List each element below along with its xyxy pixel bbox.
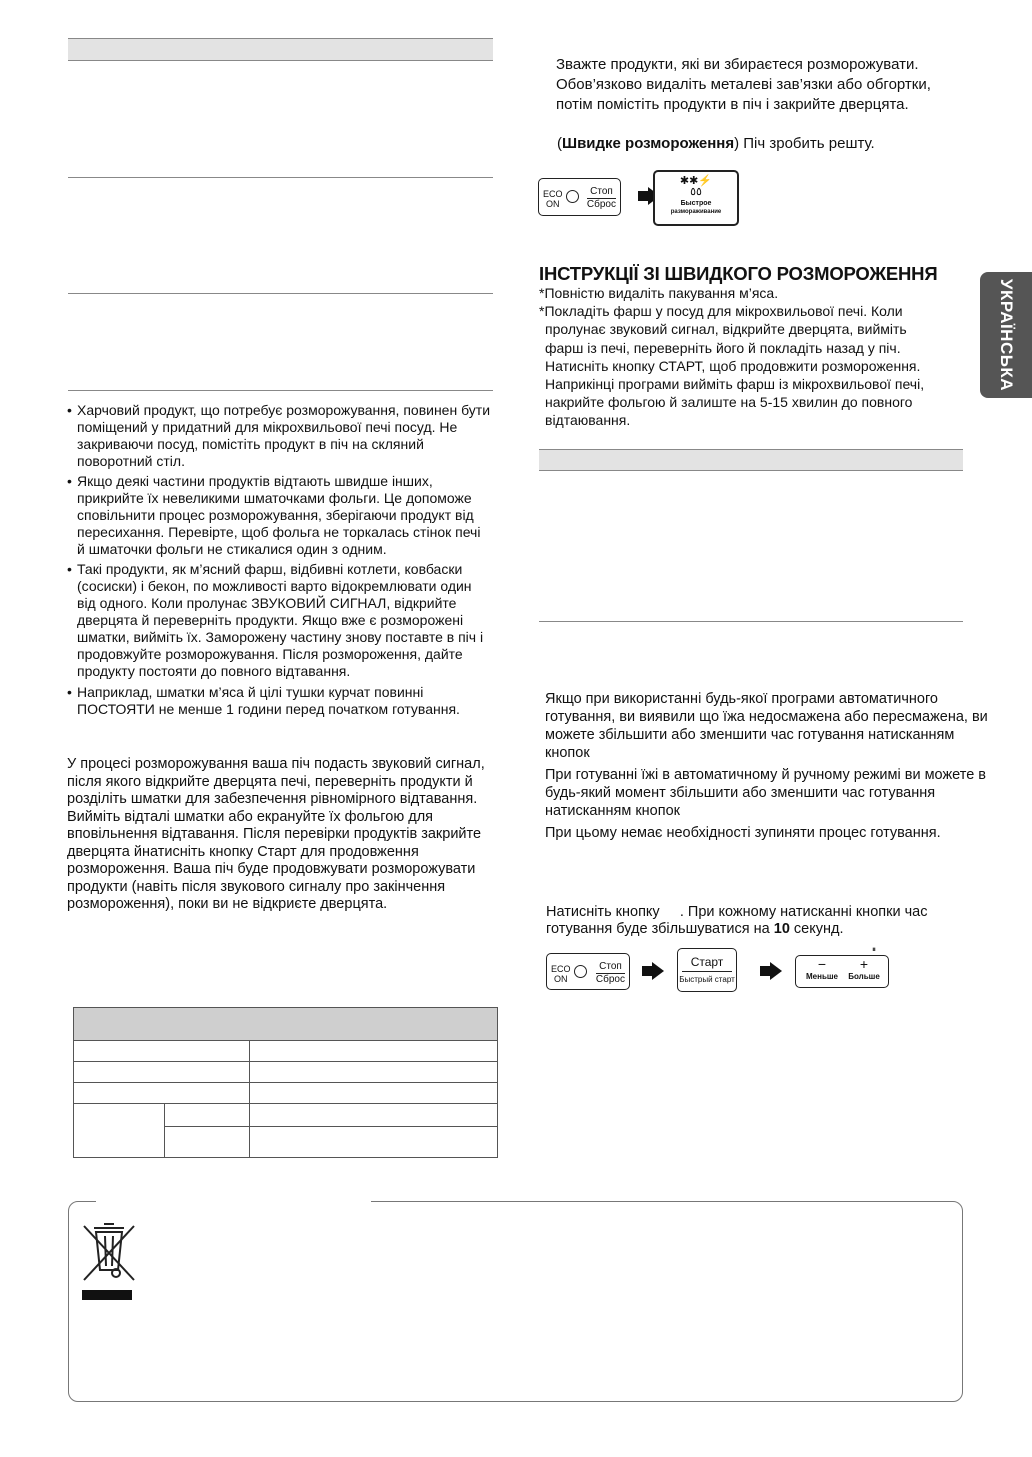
quick-instructions-heading: ІНСТРУКЦІЇ ЗІ ШВИДКОГО РОЗМОРОЖЕННЯ <box>539 263 938 284</box>
quick-instructions <box>539 284 979 430</box>
quick-start-label: Быстрый старт <box>679 975 735 984</box>
eco-icon <box>574 965 587 978</box>
defrost-table <box>73 1007 498 1158</box>
list-item: • Такі продукти, як м’ясний фарш, відбивні котлети, ковбаски (сосиски) і бекон, по можливості варто відокремлювати один від одного. Коли пролунає ЗВУКОВИЙ СИГНАЛ, відкрийте дверцята й переверніть продукти. Якщо вже є розморожені шматки, вийміть їх. Заморожену частину знову поставте в піч і продовжуйте розморожування. Після розмороження, дайте продукту постояти до повного відтавання. <box>67 561 492 680</box>
eco-label: ECO ON <box>543 189 563 209</box>
instruction-line: *Повністю видаліть пакування м’яса. <box>539 285 779 301</box>
adjust-paragraph: При готуванні їжі в автоматичному й ручному режимі ви можете в будь-який момент збільшити або зменшити час готування натисканням кнопок <box>545 767 987 819</box>
eco-label: ECO ON <box>551 964 571 984</box>
stop-reset-label: Стоп Сброс <box>595 961 625 985</box>
divider <box>539 621 963 622</box>
list-item: • Харчовий продукт, що потребує розморожування, повинен бути поміщений у придатний для мікрохвильової печі посуд. Не закриваючи посуд, помістіть продукт в піч на скляний поворотний стіл. <box>67 402 492 470</box>
disposal-box-gap <box>96 1197 371 1205</box>
arrow-right-icon <box>770 962 782 980</box>
less-more-button[interactable] <box>795 955 889 988</box>
instruction-line: відтаювання. <box>545 412 631 429</box>
increment-value: 10 <box>773 921 790 937</box>
list-item: • Наприклад, шматки м’яса й цілі тушки курчат повинні ПОСТОЯТИ не менше 1 години перед початком готування. <box>67 684 492 718</box>
instruction-line: фарш із печі, переверніть його й покладіть назад у піч. <box>545 339 901 356</box>
instruction-line: пролунає звуковий сигнал, відкрийте дверцята, вийміть <box>545 321 907 338</box>
divider <box>68 293 493 294</box>
arrow-right-icon <box>652 962 664 980</box>
eco-icon <box>566 190 579 203</box>
left-bullet-list <box>67 402 492 721</box>
stop-reset-label: Стоп Сброс <box>586 186 616 210</box>
adjust-paragraph: При цьому немає необхідності зупиняти процес готування. <box>545 825 941 841</box>
defrost-label: Быстрое размораживание <box>670 200 722 215</box>
crossed-bin-icon <box>80 1220 138 1304</box>
instruction-line: Натисніть кнопку СТАРТ, щоб продовжити розмороження. <box>545 357 921 374</box>
instruction-line: Наприкінці програми вийміть фарш із мікрохвильової печі, <box>545 376 925 393</box>
quick-defrost-button[interactable] <box>653 170 739 226</box>
stop-reset-button[interactable] <box>546 953 630 990</box>
divider <box>68 177 493 178</box>
right-header-bar <box>539 449 963 471</box>
adjust-paragraph: Якщо при використанні будь-якої програми автоматичного готування, ви виявили що їжа недосмажена або пересмажена, ви можете збільшити або зменшити час готування натисканням кнопок <box>545 691 988 761</box>
left-header-bar <box>68 38 493 61</box>
intro-line: Зважте продукти, які ви збираєтеся розморожувати. <box>556 56 919 73</box>
drops-icon: ٥٥ <box>690 186 702 198</box>
start-label: Старт <box>682 955 732 972</box>
intro-line: Обов’язково видаліть металеві зав’язки або обгортки, <box>556 76 931 93</box>
left-paragraph: У процесі розморожування ваша піч подасть звуковий сигнал, після якого відкрийте дверцята печі, переверніть продукти й розділіть шматки для забезпечення рівномірного відтавання. Вийміть відталі шматки або екрануйте їх фольгою для вповільнення відтавання. Після перевірки продуктів закрийте дверцята йнатисніть кнопку Старт для продовження розмороження. Ваша піч буде продовжувати розморожувати продукти (навіть після звукового сигналу про закінчення розмороження), поки ви не відкриєте дверцята. <box>67 756 485 912</box>
quick-defrost-note: (Швидке розмороження) Піч зробить решту. <box>557 135 875 152</box>
divider <box>68 390 493 391</box>
press-instruction: Натисніть кнопку . При кожному натисканні кнопки час готування буде збільшуватися на 10 секунд. <box>546 904 928 937</box>
instruction-line: накрийте фольгою й залиште на 5-15 хвилин до повного <box>545 394 913 411</box>
list-item: • Якщо деякі частини продуктів відтають швидше інших, прикрийте їх невеликими шматочками фольги. Це допоможе сповільнити процес розморожування, зберігаючи продукт від пересихання. Перевірте, щоб фольга не торкалась стінок печі й шматочки фольги не стикалися один з одним. <box>67 473 492 558</box>
start-button[interactable] <box>677 948 737 992</box>
more-label: Больше <box>848 972 880 981</box>
plus-icon: + <box>859 956 869 972</box>
quick-defrost-name: Швидке розмороження <box>562 135 735 152</box>
lock-icon: ⏸ <box>872 945 876 954</box>
less-label: Меньше <box>806 972 838 981</box>
stop-reset-button[interactable] <box>538 178 621 216</box>
language-tab: УКРАЇНСЬКА <box>980 272 1032 398</box>
adjust-time-text <box>545 690 990 842</box>
plus-button[interactable] <box>844 956 884 981</box>
snowflake-icon: ✱✱⚡ <box>679 175 713 187</box>
intro-line: потім помістіть продукти в піч і закрийте дверцята. <box>556 96 909 113</box>
instruction-line: *Покладіть фарш у посуд для мікрохвильової печі. Коли <box>539 303 903 320</box>
intro-text <box>556 55 986 115</box>
minus-icon: − <box>817 956 827 972</box>
disposal-box <box>68 1201 963 1402</box>
minus-button[interactable] <box>802 956 842 981</box>
